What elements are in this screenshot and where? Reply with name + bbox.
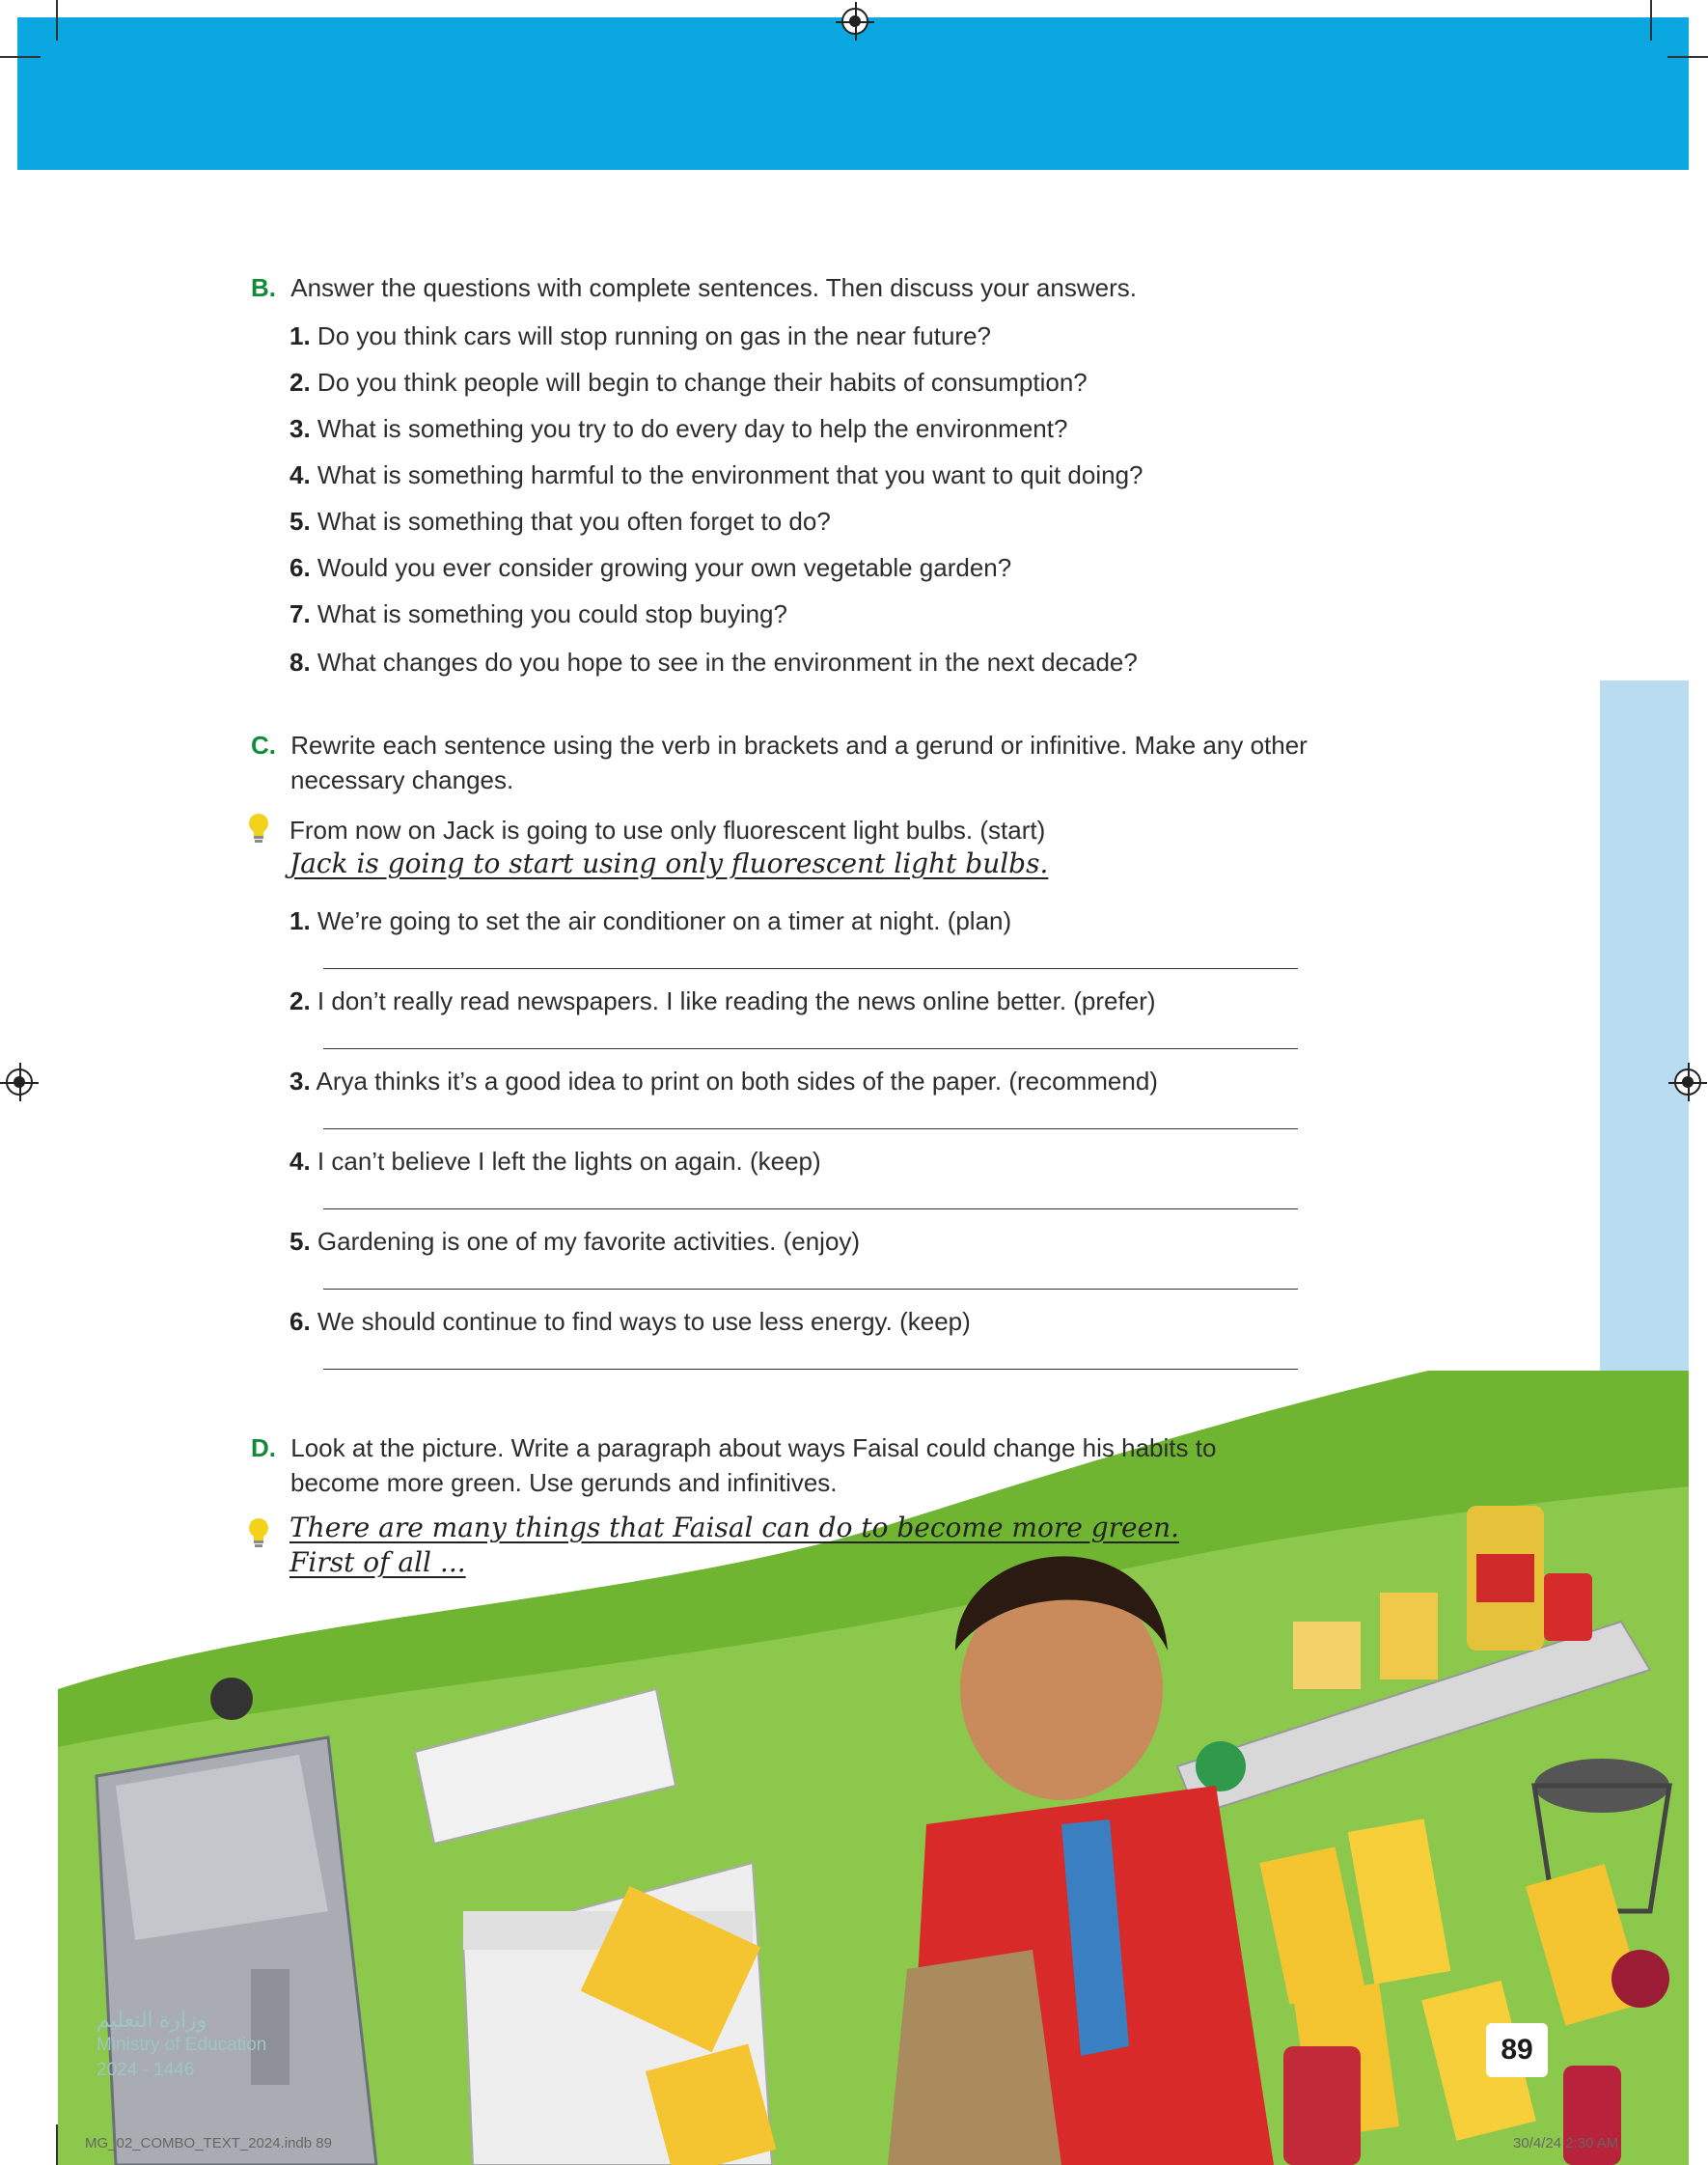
item-text: We’re going to set the air conditioner on a timer at night. (plan)	[317, 906, 1012, 935]
item-number: 2.	[289, 368, 311, 397]
item-text: Gardening is one of my favorite activities. (enjoy)	[317, 1227, 861, 1256]
item-text: What is something you try to do every day to help the environment?	[317, 414, 1068, 443]
list-item	[289, 319, 1143, 365]
watermark-english: Ministry of Education	[96, 2035, 267, 2055]
answer-line[interactable]	[323, 968, 1298, 969]
watermark-arabic: وزارة التعليم	[96, 2008, 207, 2032]
item-number: 3.	[289, 414, 311, 443]
item-number: 1.	[289, 906, 311, 935]
item-number: 3.	[289, 1067, 311, 1096]
section-d-instruction	[251, 1430, 1216, 1500]
example-sentence: There are many things that Faisal can do to become more green.	[289, 1512, 1180, 1543]
registration-mark-icon	[1674, 1069, 1701, 1096]
crop-mark	[0, 56, 41, 58]
list-item	[289, 597, 1143, 645]
footer-file: MG_02_COMBO_TEXT_2024.indb 89	[85, 2135, 332, 2151]
lightbulb-icon	[248, 1517, 269, 1550]
answer-line[interactable]	[323, 1369, 1298, 1370]
section-letter: D.	[251, 1433, 276, 1462]
item-number: 5.	[289, 507, 311, 536]
list-item	[289, 504, 1143, 550]
list-item	[289, 645, 1143, 691]
item-text: We should continue to find ways to use less energy. (keep)	[317, 1307, 971, 1336]
section-letter: C.	[251, 731, 276, 760]
answer-line[interactable]	[323, 1048, 1298, 1049]
item-text: I can’t believe I left the lights on again. (keep)	[317, 1147, 821, 1176]
example-answer: Jack is going to start using only fluorescent light bulbs.	[289, 847, 1049, 879]
item-number: 6.	[289, 553, 311, 582]
item-text: Arya thinks it’s a good idea to print on both sides of the paper. (recommend)	[316, 1067, 1158, 1096]
item-number: 1.	[289, 321, 311, 350]
item-number: 7.	[289, 599, 311, 628]
crop-mark	[1667, 56, 1708, 58]
item-text: What changes do you hope to see in the environment in the next decade?	[317, 648, 1138, 677]
answer-line[interactable]	[323, 1128, 1298, 1129]
list-item	[289, 365, 1143, 411]
crop-mark	[56, 0, 58, 41]
page-number-box	[1486, 2023, 1548, 2077]
item-number: 4.	[289, 1147, 311, 1176]
item-text: Do you think people will begin to change their habits of consumption?	[317, 368, 1088, 397]
list-item	[289, 1064, 1158, 1098]
page-number: 89	[1501, 2034, 1533, 2066]
registration-mark-icon	[6, 1069, 33, 1096]
list-item	[289, 1224, 860, 1259]
example-prompt: From now on Jack is going to use only fluorescent light bulbs. (start)	[289, 816, 1046, 845]
item-number: 6.	[289, 1307, 311, 1336]
list-item	[289, 984, 1156, 1018]
list-item	[289, 411, 1143, 458]
list-item	[289, 903, 1011, 938]
item-text: What is something that you often forget to do?	[317, 507, 831, 536]
item-number: 8.	[289, 648, 311, 677]
instruction-text: Answer the questions with complete sentences. Then discuss your answers.	[290, 273, 1137, 302]
item-number: 5.	[289, 1227, 311, 1256]
item-text: I don’t really read newspapers. I like reading the news online better. (prefer)	[317, 986, 1156, 1015]
answer-line[interactable]	[323, 1208, 1298, 1209]
ministry-watermark	[96, 2008, 266, 2083]
registration-mark-icon	[841, 8, 868, 35]
answer-line[interactable]	[323, 1289, 1298, 1290]
item-number: 4.	[289, 460, 311, 489]
item-text: What is something you could stop buying?	[317, 599, 787, 628]
section-c-instruction	[251, 728, 1308, 797]
instruction-text: become more green. Use gerunds and infinitives.	[290, 1468, 838, 1497]
footer-date: 30/4/24 2:30 AM	[1513, 2135, 1619, 2151]
header-band	[17, 17, 1689, 170]
section-letter: B.	[251, 273, 276, 302]
list-item	[289, 1304, 971, 1339]
instruction-text: Look at the picture. Write a paragraph about ways Faisal could change his habits to	[290, 1433, 1217, 1462]
crop-mark	[1650, 0, 1652, 41]
instruction-text: Rewrite each sentence using the verb in brackets and a gerund or infinitive. Make any other	[290, 731, 1308, 760]
list-item	[289, 550, 1143, 597]
item-text: Do you think cars will stop running on gas in the near future?	[317, 321, 991, 350]
item-text: Would you ever consider growing your own vegetable garden?	[317, 553, 1012, 582]
item-number: 2.	[289, 986, 311, 1015]
lightbulb-icon	[248, 813, 269, 846]
instruction-text: necessary changes.	[290, 765, 514, 794]
watermark-year: 2024 - 1446	[96, 2060, 195, 2080]
section-b-questions	[289, 319, 1143, 691]
item-text: What is something harmful to the environment that you want to quit doing?	[317, 460, 1143, 489]
list-item	[289, 458, 1143, 504]
list-item	[289, 1144, 821, 1179]
section-b-instruction	[251, 270, 1137, 305]
example-sentence: First of all ...	[289, 1546, 466, 1578]
